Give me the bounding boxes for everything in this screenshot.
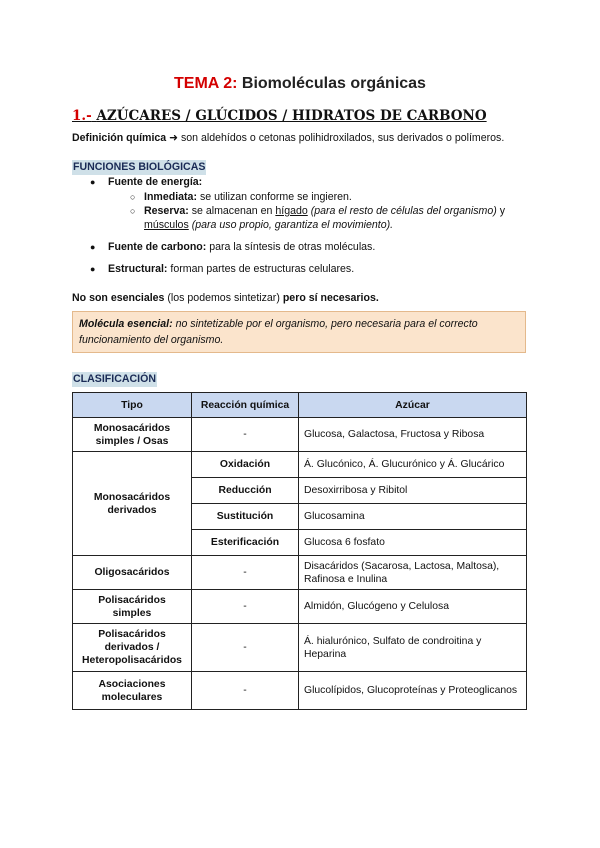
cell-tipo: Monosacáridos derivados: [73, 452, 192, 556]
cell-reaccion: -: [192, 624, 299, 672]
cell-azucar: Almidón, Glucógeno y Celulosa: [299, 590, 527, 624]
clasificacion-header: CLASIFICACIÓN: [73, 373, 156, 385]
definition-label: Definición química: [72, 132, 167, 144]
cell-azucar: Glucosa, Galactosa, Fructosa y Ribosa: [299, 418, 527, 452]
note-text: no sintetizable por el organismo, pero necesaria para el correcto funcionamiento del organismo.: [79, 318, 478, 346]
reserva-text: se almacenan en: [191, 205, 273, 217]
page-title: [0, 75, 600, 93]
cell-azucar: Á. Glucónico, Á. Glucurónico y Á. Glucárico: [299, 452, 527, 478]
list-item-carbono: [108, 240, 375, 254]
section-number: 1.-: [72, 108, 92, 124]
inmediata-label: Inmediata:: [144, 191, 197, 203]
cell-reaccion: -: [192, 418, 299, 452]
table-row: [73, 418, 527, 452]
section-title: AZÚCARES / GLÚCIDOS / HIDRATOS DE CARBONO: [96, 108, 487, 124]
list-item-inmediata: [144, 190, 352, 204]
title-prefix: TEMA 2:: [174, 75, 238, 92]
reserva-paren2: (para uso propio, garantiza el movimiento).: [191, 219, 394, 231]
carbono-text: para la síntesis de otras moléculas.: [209, 241, 376, 253]
bullet-icon: ●: [90, 242, 96, 252]
reserva-paren1: (para el resto de células del organismo): [310, 205, 497, 217]
cell-reaccion: Sustitución: [192, 504, 299, 530]
table-row: [73, 452, 527, 478]
table-header-row: [73, 393, 527, 418]
cell-tipo: Asociaciones moleculares: [73, 672, 192, 710]
table-row: [73, 672, 527, 710]
cell-azucar: Glucolípidos, Glucoproteínas y Proteoglicanos: [299, 672, 527, 710]
cell-reaccion: -: [192, 590, 299, 624]
definition-paragraph: [72, 131, 504, 145]
classification-table: [72, 392, 527, 710]
cell-tipo: Oligosacáridos: [73, 556, 192, 590]
cell-reaccion: -: [192, 556, 299, 590]
col-tipo: Tipo: [73, 393, 192, 418]
cell-tipo: Monosacáridos simples / Osas: [73, 418, 192, 452]
bullet-icon: ●: [90, 264, 96, 274]
table-row: [73, 590, 527, 624]
cell-reaccion: Oxidación: [192, 452, 299, 478]
table-row: [73, 556, 527, 590]
title-main: Biomoléculas orgánicas: [241, 75, 426, 92]
cell-azucar: Glucosamina: [299, 504, 527, 530]
list-item-estructural: [108, 262, 354, 276]
bullet-icon: ●: [90, 177, 96, 187]
estructural-text: forman partes de estructuras celulares.: [170, 263, 355, 275]
energia-label: Fuente de energía:: [108, 176, 203, 188]
funciones-header: FUNCIONES BIOLÓGICAS: [73, 161, 206, 173]
cell-azucar: Glucosa 6 fosfato: [299, 530, 527, 556]
definition-text: son aldehídos o cetonas polihidroxilados, sus derivados o polímeros.: [180, 132, 505, 144]
reserva-label: Reserva:: [144, 205, 189, 217]
cell-tipo: Polisacáridos simples: [73, 590, 192, 624]
higado-text: hígado: [275, 205, 308, 217]
col-azucar: Azúcar: [299, 393, 527, 418]
note-label: Molécula esencial:: [79, 318, 173, 330]
cell-reaccion: Reducción: [192, 478, 299, 504]
list-item-reserva: [144, 204, 505, 218]
esenciales-a: No son esenciales: [72, 292, 165, 304]
musculos-text: músculos: [144, 219, 189, 231]
esenciales-c: pero sí necesarios.: [282, 292, 379, 304]
cell-azucar: Disacáridos (Sacarosa, Lactosa, Maltosa), Rafinosa e Inulina: [299, 556, 527, 590]
esenciales-b: (los podemos sintetizar): [167, 292, 280, 304]
reserva-y: y: [499, 205, 506, 217]
cell-reaccion: -: [192, 672, 299, 710]
cell-azucar: Á. hialurónico, Sulfato de condroitina y Heparina: [299, 624, 527, 672]
cell-reaccion: Esterificación: [192, 530, 299, 556]
carbono-label: Fuente de carbono:: [108, 241, 207, 253]
esenciales-paragraph: [72, 291, 379, 305]
note-box: [72, 311, 526, 353]
table-row: [73, 624, 527, 672]
list-item-energia: [108, 175, 202, 189]
estructural-label: Estructural:: [108, 263, 168, 275]
inmediata-text: se utilizan conforme se ingieren.: [199, 191, 352, 203]
section-heading: [72, 108, 487, 124]
circle-bullet-icon: ○: [130, 192, 136, 202]
cell-azucar: Desoxirribosa y Ribitol: [299, 478, 527, 504]
col-reaccion: Reacción química: [192, 393, 299, 418]
circle-bullet-icon: ○: [130, 206, 136, 216]
arrow-icon: ➜: [169, 132, 179, 144]
list-item-reserva-cont: [144, 218, 393, 232]
cell-tipo: Polisacáridos derivados / Heteropolisacáridos: [73, 624, 192, 672]
